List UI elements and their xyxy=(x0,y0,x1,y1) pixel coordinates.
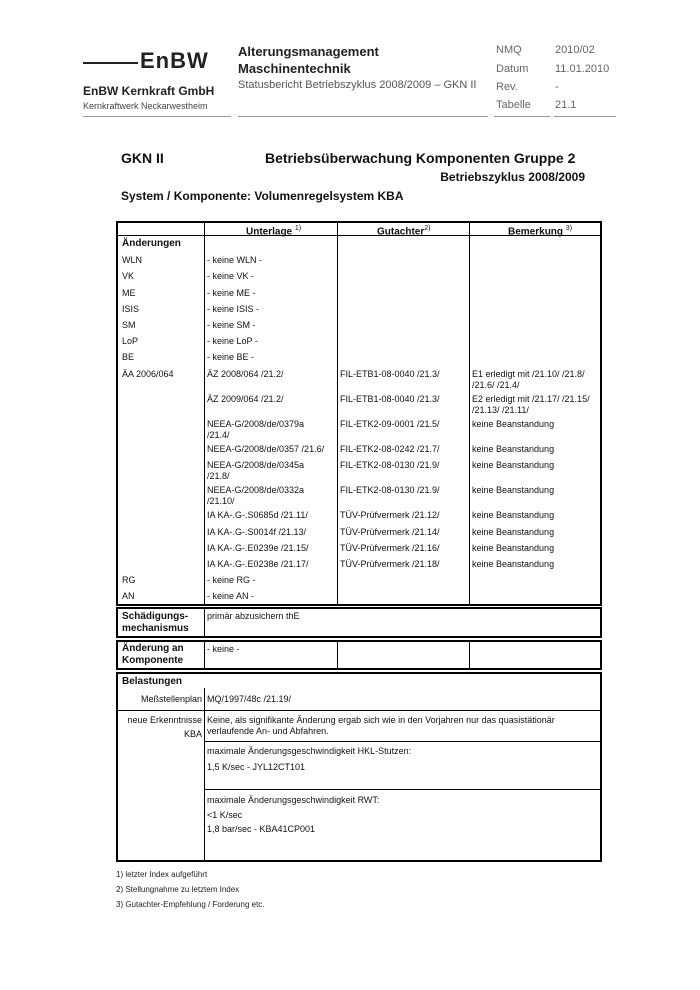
row-label: WLN xyxy=(122,255,142,265)
meta-label: NMQ xyxy=(496,44,522,56)
plant-name: Kernkraftwerk Neckarwestheim xyxy=(83,101,208,111)
cell-unterlage: /21.8/ xyxy=(207,471,230,481)
aenderung-komponente-value: - keine - xyxy=(207,644,240,654)
cell-bemerkung: keine Beanstandung xyxy=(472,510,555,520)
column-divider xyxy=(204,221,205,606)
erkenntnisse-text: Keine, als signifikante Änderung ergab sich wie in den Vorjahren nur das quasistätionär xyxy=(207,715,555,725)
cell-gutachter: FIL-ETK2-09-0001 /21.5/ xyxy=(340,419,440,429)
cell-unterlage: NEEA-G/2008/de/0332a xyxy=(207,485,305,495)
row-label: VK xyxy=(122,271,135,281)
header-rule xyxy=(83,116,231,117)
row-label: RG xyxy=(122,575,136,585)
row-label: AN xyxy=(122,591,135,601)
erkenntnisse-label: neue Erkenntnisse xyxy=(127,715,202,725)
row-label: BE xyxy=(122,352,135,362)
schaedigung-value: primär abzusichern thE xyxy=(207,611,300,621)
header-rule xyxy=(554,116,616,117)
cell-unterlage: - keine LoP - xyxy=(207,336,258,346)
enbw-logo: EnBW xyxy=(140,48,209,73)
cell-unterlage: /21.10/ xyxy=(207,496,235,506)
col-header-gutachter: Gutachter$^{2)}$ xyxy=(377,225,431,238)
logo-line xyxy=(83,62,138,64)
cell-unterlage: - keine VK - xyxy=(207,271,255,281)
row-label: LoP xyxy=(122,336,139,346)
column-divider xyxy=(469,640,470,670)
belastungen-label: Belastungen xyxy=(122,676,183,687)
cell-unterlage: - keine RG - xyxy=(207,575,256,585)
cell-bemerkung: keine Beanstandung xyxy=(472,444,555,454)
header-rule xyxy=(494,116,550,117)
erkenntnisse-text: verlaufende An- und Abfahren. xyxy=(207,726,329,736)
cell-bemerkung: E1 erledigt mit /21.10/ /21.8/ xyxy=(472,369,585,379)
row-label: SM xyxy=(122,320,136,330)
cell-bemerkung: /21.6/ /21.4/ xyxy=(472,380,520,390)
hkl-value: 1,5 K/sec - JYL12CT101 xyxy=(207,762,306,772)
cell-gutachter: TÜV-Prüfvermerk /21.18/ xyxy=(340,559,440,569)
cell-unterlage: NEEA-G/2008/de/0345a xyxy=(207,460,305,470)
cell-unterlage: - keine BE - xyxy=(207,352,255,362)
row-label: ISIS xyxy=(122,304,140,314)
cell-unterlage: - keine ISIS - xyxy=(207,304,260,314)
messstellenplan-label: Meßstellenplan xyxy=(140,694,202,704)
cell-unterlage: IA KA-.G-.E0239e /21.15/ xyxy=(207,543,309,553)
cell-unterlage: ÄZ 2009/064 /21.2/ xyxy=(207,394,284,404)
cell-bemerkung: keine Beanstandung xyxy=(472,419,555,429)
meta-value: - xyxy=(555,81,559,93)
column-divider xyxy=(337,221,338,606)
footnote: 3) Gutachter-Empfehlung / Forderung etc. xyxy=(116,900,265,909)
cell-unterlage: IA KA-.G-.E0238e /21.17/ xyxy=(207,559,309,569)
row-divider xyxy=(116,710,602,711)
company-name: EnBW Kernkraft GmbH xyxy=(83,84,215,98)
meta-label: Rev. xyxy=(496,81,518,93)
cell-unterlage: - keine WLN - xyxy=(207,255,263,265)
schaedigung-label: Schädigungs- xyxy=(122,611,189,622)
cell-bemerkung: keine Beanstandung xyxy=(472,460,555,470)
column-divider xyxy=(204,688,205,862)
hkl-title: maximale Änderungsgeschwindigkeit HKL-Stutzen: xyxy=(207,746,412,756)
meta-value: 2010/02 xyxy=(555,44,595,56)
cell-gutachter: FIL-ETB1-08-0040 /21.3/ xyxy=(340,369,440,379)
cell-bemerkung: keine Beanstandung xyxy=(472,543,555,553)
meta-value: 11.01.2010 xyxy=(555,63,610,75)
report-plant: GKN II xyxy=(121,150,164,166)
doc-subtitle: Statusbericht Betriebszyklus 2008/2009 – GKN II xyxy=(238,79,477,91)
cell-unterlage: /21.4/ xyxy=(207,430,230,440)
cell-gutachter: TÜV-Prüfvermerk /21.14/ xyxy=(340,527,440,537)
report-cycle: Betriebszyklus 2008/2009 xyxy=(440,170,585,184)
column-divider xyxy=(204,607,205,638)
column-divider xyxy=(337,640,338,670)
aenderung-komponente-box xyxy=(116,640,602,670)
col-header-bemerkung: Bemerkung $^{3)}$ xyxy=(508,225,573,238)
cell-gutachter: FIL-ETK2-08-0130 /21.9/ xyxy=(340,460,440,470)
cell-gutachter: FIL-ETK2-08-0130 /21.9/ xyxy=(340,485,440,495)
cell-bemerkung: E2 erledigt mit /21.17/ /21.15/ xyxy=(472,394,590,404)
cell-unterlage: IA KA-.G-.S0685d /21.11/ xyxy=(207,510,308,520)
meta-value: 21.1 xyxy=(555,99,577,111)
cell-bemerkung: keine Beanstandung xyxy=(472,559,555,569)
row-divider xyxy=(204,789,602,790)
aenderung-komponente-label: Änderung an xyxy=(122,643,184,654)
cell-bemerkung: keine Beanstandung xyxy=(472,485,555,495)
cell-bemerkung: /21.13/ /21.11/ xyxy=(472,405,529,415)
report-system: System / Komponente: Volumenregelsystem KBA xyxy=(121,189,404,203)
cell-unterlage: ÄZ 2008/064 /21.2/ xyxy=(207,369,284,379)
col-header-unterlage: Unterlage $^{1)}$ xyxy=(246,225,302,238)
row-divider xyxy=(204,741,602,742)
column-divider xyxy=(204,640,205,670)
cell-unterlage: - keine ME - xyxy=(207,288,256,298)
report-title: Betriebsüberwachung Komponenten Gruppe 2 xyxy=(265,150,576,166)
cell-unterlage: - keine AN - xyxy=(207,591,255,601)
cell-gutachter: TÜV-Prüfvermerk /21.16/ xyxy=(340,543,440,553)
messstellenplan-value: MQ/1997/48c /21.19/ xyxy=(207,694,292,704)
header-rule xyxy=(238,116,488,117)
rwt-value: 1,8 bar/sec - KBA41CP001 xyxy=(207,824,316,834)
column-divider xyxy=(469,221,470,606)
doc-title-line2: Maschinentechnik xyxy=(238,61,351,76)
rwt-value: <1 K/sec xyxy=(207,810,243,820)
meta-label: Tabelle xyxy=(496,99,531,111)
cell-gutachter: FIL-ETB1-08-0040 /21.3/ xyxy=(340,394,440,404)
doc-title-line1: Alterungsmanagement xyxy=(238,44,379,59)
footnote: 1) letzter Index aufgeführt xyxy=(116,870,208,879)
rwt-title: maximale Änderungsgeschwindigkeit RWT: xyxy=(207,795,380,805)
schaedigung-label: mechanismus xyxy=(122,623,189,634)
cell-unterlage: IA KA-.G-.S0014f /21.13/ xyxy=(207,527,307,537)
footnote: 2) Stellungnahme zu letztem Index xyxy=(116,885,240,894)
erkenntnisse-label: KBA xyxy=(183,729,202,739)
cell-gutachter: FIL-ETK2-08-0242 /21.7/ xyxy=(340,444,440,454)
row-label: ME xyxy=(122,288,136,298)
row-label: ÄA 2006/064 xyxy=(122,369,174,379)
meta-label: Datum xyxy=(496,63,529,75)
section-aenderungen: Änderungen xyxy=(122,238,181,249)
cell-unterlage: - keine SM - xyxy=(207,320,256,330)
cell-unterlage: NEEA-G/2008/de/0357 /21.6/ xyxy=(207,444,325,454)
cell-bemerkung: keine Beanstandung xyxy=(472,527,555,537)
aenderung-komponente-label: Komponente xyxy=(122,655,184,666)
cell-gutachter: TÜV-Prüfvermerk /21.12/ xyxy=(340,510,440,520)
cell-unterlage: NEEA-G/2008/de/0379a xyxy=(207,419,305,429)
